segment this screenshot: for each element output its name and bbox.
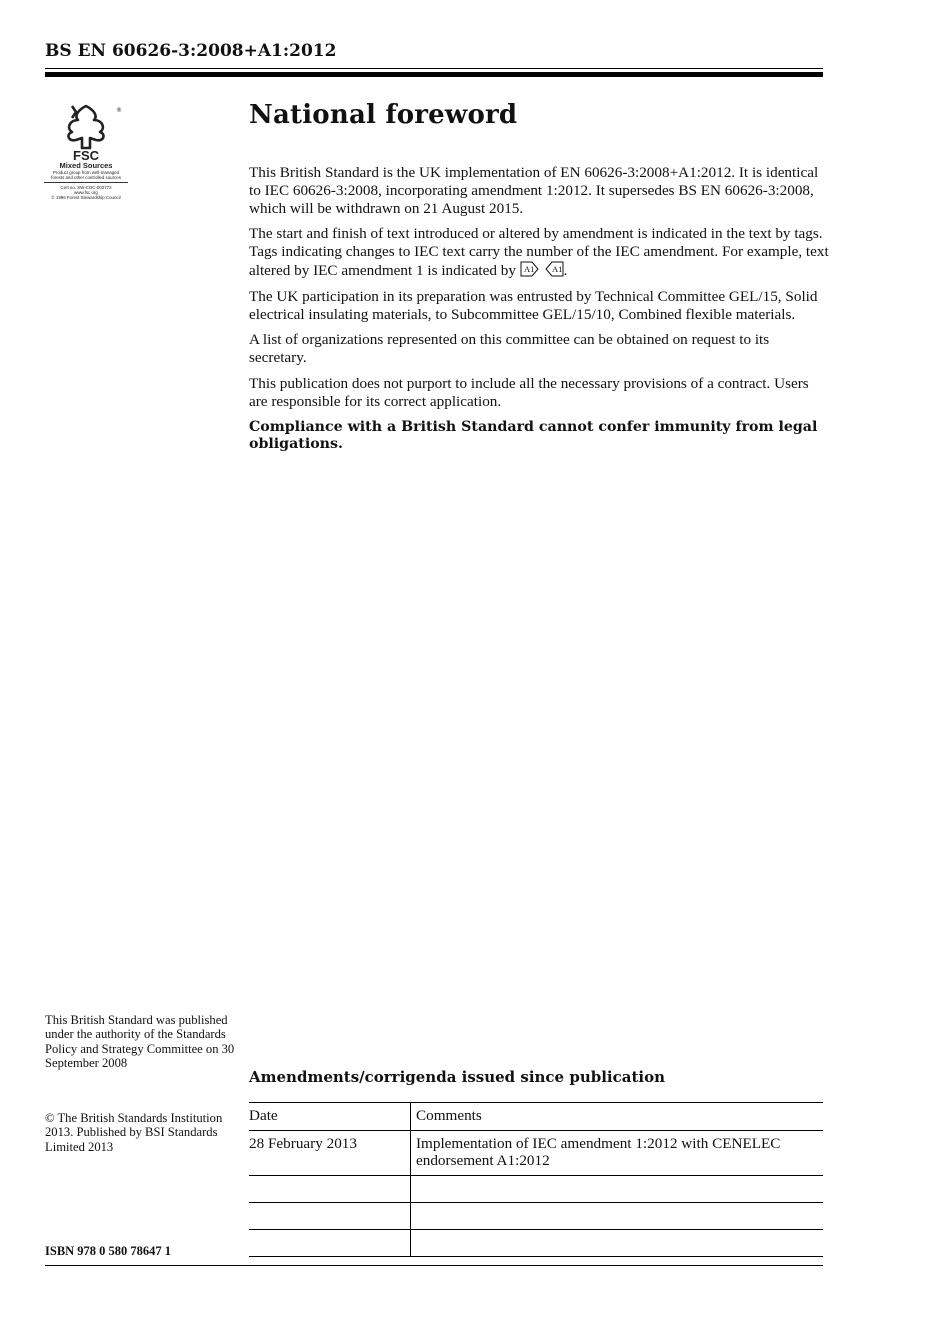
paragraph-committee-list: A list of organizations represented on this committee can be obtained on request to its secretary. bbox=[249, 331, 770, 367]
header-rule-thin bbox=[45, 68, 823, 69]
paragraph-implementation: This British Standard is the UK implementation of EN 60626-3:2008+A1:2012. It is identical to IEC 60626-3:2008, incorporating amendment 1:2012. It supersedes BS EN 60626-3:2008, which will be withdrawn on 21 August 2015. bbox=[249, 164, 819, 217]
amendment-end-tag-icon bbox=[544, 261, 564, 277]
empty-cell bbox=[411, 1203, 824, 1230]
fsc-website: www.fsc.org bbox=[74, 190, 98, 195]
empty-cell bbox=[249, 1176, 411, 1203]
fsc-tree-icon bbox=[48, 104, 124, 150]
empty-cell bbox=[411, 1176, 824, 1203]
paragraph-compliance: Compliance with a British Standard cannot confer immunity from legal obligations. bbox=[249, 418, 818, 453]
fsc-divider bbox=[44, 182, 128, 183]
fsc-cert-no: Cert no. SW-COC-002772 bbox=[60, 185, 112, 190]
amendment-comment: Implementation of IEC amendment 1:2012 with CENELEC endorsement A1:2012 bbox=[411, 1131, 824, 1176]
publication-authority-note: This British Standard was published under the authority of the Standards Policy and Strategy Committee on 30 September 2008 bbox=[45, 1013, 235, 1071]
fsc-product-group-1: Product group from well-managed bbox=[52, 170, 120, 175]
svg-text:A1: A1 bbox=[551, 263, 562, 274]
table-row bbox=[249, 1131, 823, 1176]
table-row-empty bbox=[249, 1230, 823, 1257]
table-row-empty bbox=[249, 1176, 823, 1203]
amendment-date: 28 February 2013 bbox=[249, 1131, 411, 1176]
registered-mark: ® bbox=[116, 107, 122, 114]
empty-cell bbox=[411, 1230, 824, 1257]
paragraph-tags-text: The start and finish of text introduced or altered by amendment is indicated in the text by tags. Tags indicating changes to IEC text carry the number of the IEC amendment. For example, text altered by IEC amendment 1 is indicated by bbox=[249, 225, 829, 279]
page-title: National foreword bbox=[249, 100, 518, 130]
empty-cell bbox=[249, 1230, 411, 1257]
svg-text:A1: A1 bbox=[523, 263, 535, 274]
isbn: ISBN 978 0 580 78647 1 bbox=[45, 1244, 172, 1258]
paragraph-tags bbox=[249, 225, 829, 279]
header-rule-thick bbox=[45, 72, 823, 77]
footer-rule bbox=[45, 1265, 823, 1266]
paragraph-tags-end: . bbox=[563, 261, 568, 279]
table-row-empty bbox=[249, 1203, 823, 1230]
amendments-title: Amendments/corrigenda issued since publication bbox=[249, 1068, 665, 1086]
fsc-logo bbox=[38, 104, 134, 214]
table-header-row bbox=[249, 1103, 823, 1131]
column-header-date: Date bbox=[249, 1103, 411, 1131]
fsc-mixed-sources: Mixed Sources bbox=[59, 161, 113, 170]
paragraph-provisions: This publication does not purport to include all the necessary provisions of a contract. Users are responsible for its correct application. bbox=[249, 374, 809, 410]
paragraph-participation: The UK participation in its preparation was entrusted by Technical Committee GEL/15, Solid electrical insulating materials, to Subcommittee GEL/15/10, Combined flexible materials. bbox=[249, 287, 818, 323]
amendment-start-tag-icon bbox=[520, 261, 540, 277]
amendments-table bbox=[249, 1102, 823, 1257]
foreword-body bbox=[249, 164, 829, 462]
empty-cell bbox=[249, 1203, 411, 1230]
fsc-copyright: © 1996 Forest Stewardship Council bbox=[51, 195, 121, 200]
document-id: BS EN 60626-3:2008+A1:2012 bbox=[45, 41, 337, 61]
copyright-note: © The British Standards Institution 2013. Published by BSI Standards Limited 2013 bbox=[45, 1111, 223, 1154]
column-header-comments: Comments bbox=[411, 1103, 824, 1131]
fsc-product-group-2: forests and other controlled sources bbox=[51, 175, 121, 180]
fsc-wordmark: FSC bbox=[73, 148, 99, 163]
